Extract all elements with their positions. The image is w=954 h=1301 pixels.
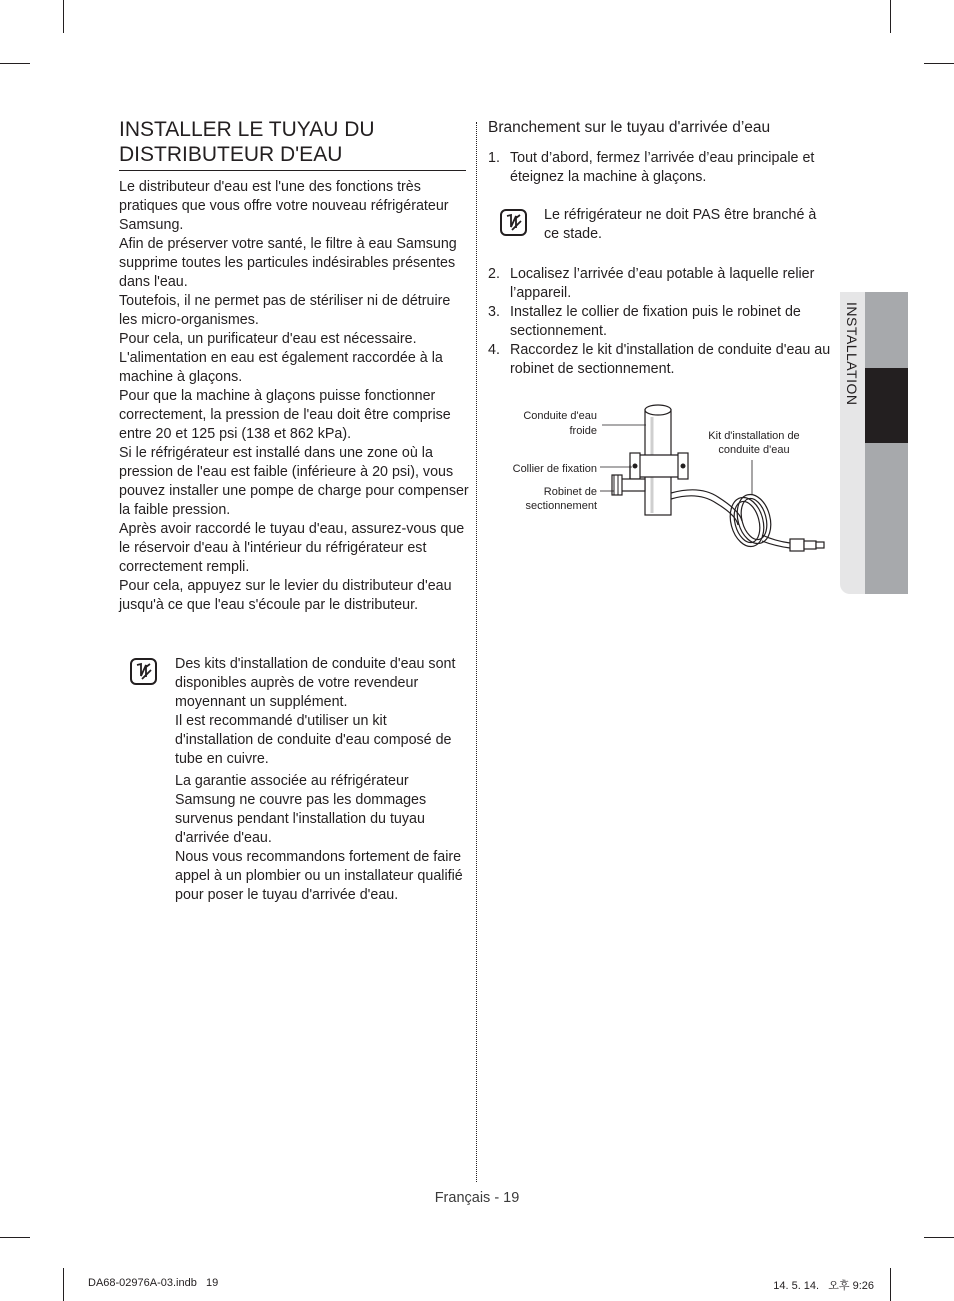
label-kit: Kit d'installation de — [708, 430, 800, 442]
note-paragraph: Il est recommandé d'utiliser un kit d'installation de conduite d'eau composé de tube en cuivre. — [175, 713, 452, 767]
label-kit: conduite d'eau — [718, 444, 790, 456]
note-paragraph: Nous vous recommandons fortement de faire appel à un plombier ou un installateur qualifié pour poser le tuyau d'arrivée d'eau. — [175, 849, 463, 903]
note-icon — [130, 658, 157, 685]
note-paragraph: Des kits d'installation de conduite d'eau sont disponibles auprès de votre revendeur moyennant un supplément. — [175, 656, 456, 710]
step-list-1 — [488, 149, 838, 187]
paragraph: Afin de préserver votre santé, le filtre à eau Samsung supprime toutes les particules indésirables présentes dans l'eau. — [119, 236, 457, 290]
step-item — [488, 341, 838, 379]
water-line-kit — [671, 490, 824, 551]
step-item — [488, 149, 838, 187]
paragraph: Pour cela, un purificateur d'eau est nécessaire. — [119, 331, 417, 347]
section-subtitle: Branchement sur le tuyau d'arrivée d’eau — [488, 119, 771, 136]
crop-mark — [890, 1268, 891, 1301]
sidebar-label: INSTALLATION — [844, 302, 860, 406]
note-paragraph: La garantie associée au réfrigérateur Samsung ne couvre pas les dommages survenus pendant l'installation du tuyau d'arrivée d'eau. — [175, 773, 427, 846]
step-list-2 — [488, 265, 838, 379]
paragraph: Toutefois, il ne permet pas de stériliser ni de détruire les micro-organismes. — [119, 293, 451, 328]
print-timestamp: 14. 5. 14. 오후 9:26 — [773, 1280, 874, 1292]
label-valve: Robinet de — [543, 486, 597, 498]
label-cold-pipe: froide — [569, 425, 597, 437]
step-item — [488, 303, 838, 341]
step-text: Installez le collier de fixation puis le robinet de sectionnement. — [510, 304, 801, 339]
note-left — [175, 655, 465, 905]
crop-mark — [924, 1237, 954, 1238]
step-number: 3. — [488, 304, 500, 320]
page-title: INSTALLER LE TUYAU DU DISTRIBUTEUR D'EAU — [119, 117, 466, 171]
label-valve: sectionnement — [525, 500, 597, 512]
intro-text — [119, 178, 469, 615]
paragraph: Le distributeur d'eau est l'une des fonctions très pratiques que vous offre votre nouveau réfrigérateur Samsung. — [119, 179, 449, 233]
paragraph: Après avoir raccordé le tuyau d'eau, assurez-vous que le réservoir d'eau à l'intérieur du réfrigérateur est correctement rempli. — [119, 521, 465, 575]
note-right — [544, 206, 829, 244]
sidebar-tab-marker — [865, 368, 908, 443]
note-icon — [500, 209, 527, 236]
paragraph: Pour cela, appuyez sur le levier du distributeur d'eau jusqu'à ce que l'eau s'écoule par le distributeur. — [119, 578, 452, 613]
clamp — [630, 453, 688, 479]
page-number: Français - 19 — [434, 1190, 520, 1206]
crop-mark — [0, 1237, 30, 1238]
step-text: Tout d’abord, fermez l’arrivée d’eau principale et éteignez la machine à glaçons. — [510, 150, 815, 185]
crop-mark — [63, 0, 64, 33]
paragraph: Pour que la machine à glaçons puisse fonctionner correctement, la pression de l'eau doit être comprise entre 20 et 125 psi (138 et 862 kPa). — [119, 388, 451, 442]
step-item — [488, 265, 838, 303]
crop-mark — [890, 0, 891, 33]
step-text: Raccordez le kit d'installation de conduite d'eau au robinet de sectionnement. — [510, 342, 831, 377]
crop-mark — [924, 63, 954, 64]
note-paragraph: Le réfrigérateur ne doit PAS être branché à ce stade. — [544, 207, 817, 242]
step-number: 2. — [488, 266, 500, 282]
label-clamp: Collier de fixation — [512, 463, 597, 475]
crop-mark — [63, 1268, 64, 1301]
label-cold-pipe: Conduite d'eau — [523, 410, 597, 422]
print-filename: DA68-02976A-03.indb 19 — [88, 1277, 219, 1289]
crop-mark — [0, 63, 30, 64]
installation-diagram — [490, 395, 830, 565]
step-number: 4. — [488, 342, 500, 358]
paragraph: Si le réfrigérateur est installé dans une zone où la pression de l'eau est faible (inférieure à 20 psi), vous pouvez installer une pompe de charge pour compenser la faible pression. — [119, 445, 469, 518]
step-text: Localisez l’arrivée d’eau potable à laquelle relier l’appareil. — [510, 266, 815, 301]
column-divider — [476, 122, 477, 1182]
paragraph: L'alimentation en eau est également raccordée à la machine à glaçons. — [119, 350, 443, 385]
step-number: 1. — [488, 150, 500, 166]
sidebar-tab-band — [865, 292, 908, 594]
